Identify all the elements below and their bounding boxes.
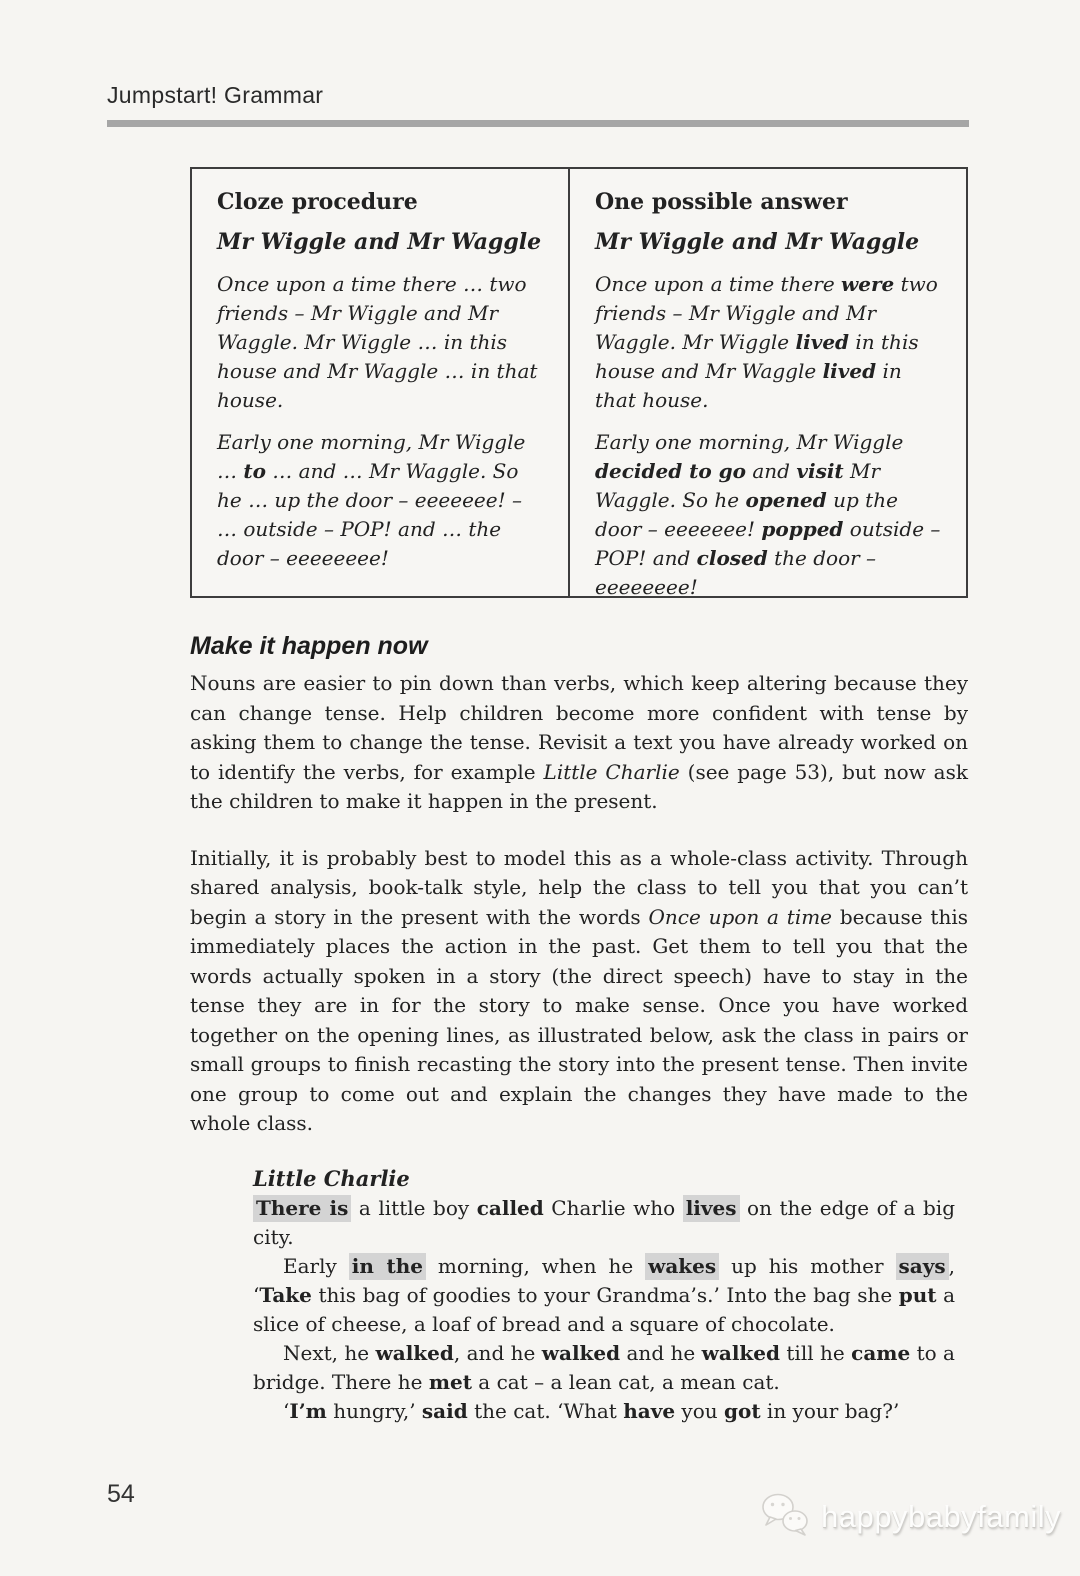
main-content bbox=[190, 632, 968, 1426]
answer-paragraph-2: Early one morning, Mr Wiggle decided to go and visit Mr Waggle. So he opened up the door – eeeeeee! popped outside – POP! and closed the door – eeeeeeee! bbox=[595, 430, 941, 599]
wechat-bubbles-icon bbox=[758, 1492, 814, 1542]
watermark-text: happybabyfamily bbox=[821, 1499, 1062, 1534]
story-paragraph-2: Early in the morning, when he wakes up his mother says , ‘Take this bag of goodies to your Grandma’s.’ Into the bag she put a slice of cheese, a loaf of bread and a square of chocolate. bbox=[253, 1253, 956, 1336]
running-header: Jumpstart! Grammar bbox=[107, 82, 324, 108]
watermark bbox=[758, 1492, 1061, 1542]
cloze-table bbox=[190, 167, 968, 598]
body-paragraph-1: Nouns are easier to pin down than verbs, which keep altering because they can change tense. Help children become more confident with tense by asking them to change the tense. Revisit a text you have already worked on to identify the verbs, for example Little Charlie (see page 53), but now ask the children to make it happen in the present. bbox=[190, 671, 968, 813]
cloze-column-procedure bbox=[192, 169, 568, 596]
story-paragraph-4: ‘I’m hungry,’ said the cat. ‘What have you got in your bag?’ bbox=[283, 1398, 900, 1423]
answer-column-heading: One possible answer bbox=[595, 189, 848, 215]
page-number: 54 bbox=[107, 1480, 135, 1508]
section-heading: Make it happen now bbox=[190, 632, 428, 660]
body-paragraph-2: Initially, it is probably best to model this as a whole-class activity. Through shared analysis, book-talk style, help the class to tell you that you can’t begin a story in the present with the words Once upon a time because this immediately places the action in the past. Get them to tell you that the words actually spoken in a story (the direct speech) have to stay in the tense they are in for the story to make sense. Once you have worked together on the opening lines, as illustrated below, ask the class in pairs or small groups to finish recasting the story into the present tense. Then invite one group to come out and explain the changes they have made to the whole class. bbox=[190, 845, 968, 1135]
cloze-column-heading: Cloze procedure bbox=[217, 189, 418, 215]
story-title-right: Mr Wiggle and Mr Waggle bbox=[595, 229, 920, 255]
header-rule bbox=[107, 120, 969, 127]
story-extract bbox=[253, 1166, 955, 1426]
story-paragraph-1: There is a little boy called Charlie who lives on the edge of a big city. bbox=[253, 1195, 955, 1249]
story-title-left: Mr Wiggle and Mr Waggle bbox=[217, 229, 542, 255]
story-extract-title: Little Charlie bbox=[253, 1165, 410, 1191]
answer-paragraph-1: Once upon a time there were two friends – Mr Wiggle and Mr Waggle. Mr Wiggle lived in this house and Mr Waggle lived in that house. bbox=[595, 272, 938, 412]
cloze-column-answer bbox=[568, 169, 966, 599]
story-paragraph-3: Next, he walked, and he walked and he walked till he came to a bridge. There he met a cat – a lean cat, a mean cat. bbox=[253, 1340, 955, 1394]
cloze-paragraph-2: Early one morning, Mr Wiggle … to … and … Mr Waggle. So he … up the door – eeeeeee! – … outside – POP! and … the door – eeeeeeee! bbox=[217, 430, 526, 570]
cloze-paragraph-1: Once upon a time there … two friends – Mr Wiggle and Mr Waggle. Mr Wiggle … in this house and Mr Waggle … in that house. bbox=[217, 272, 538, 412]
